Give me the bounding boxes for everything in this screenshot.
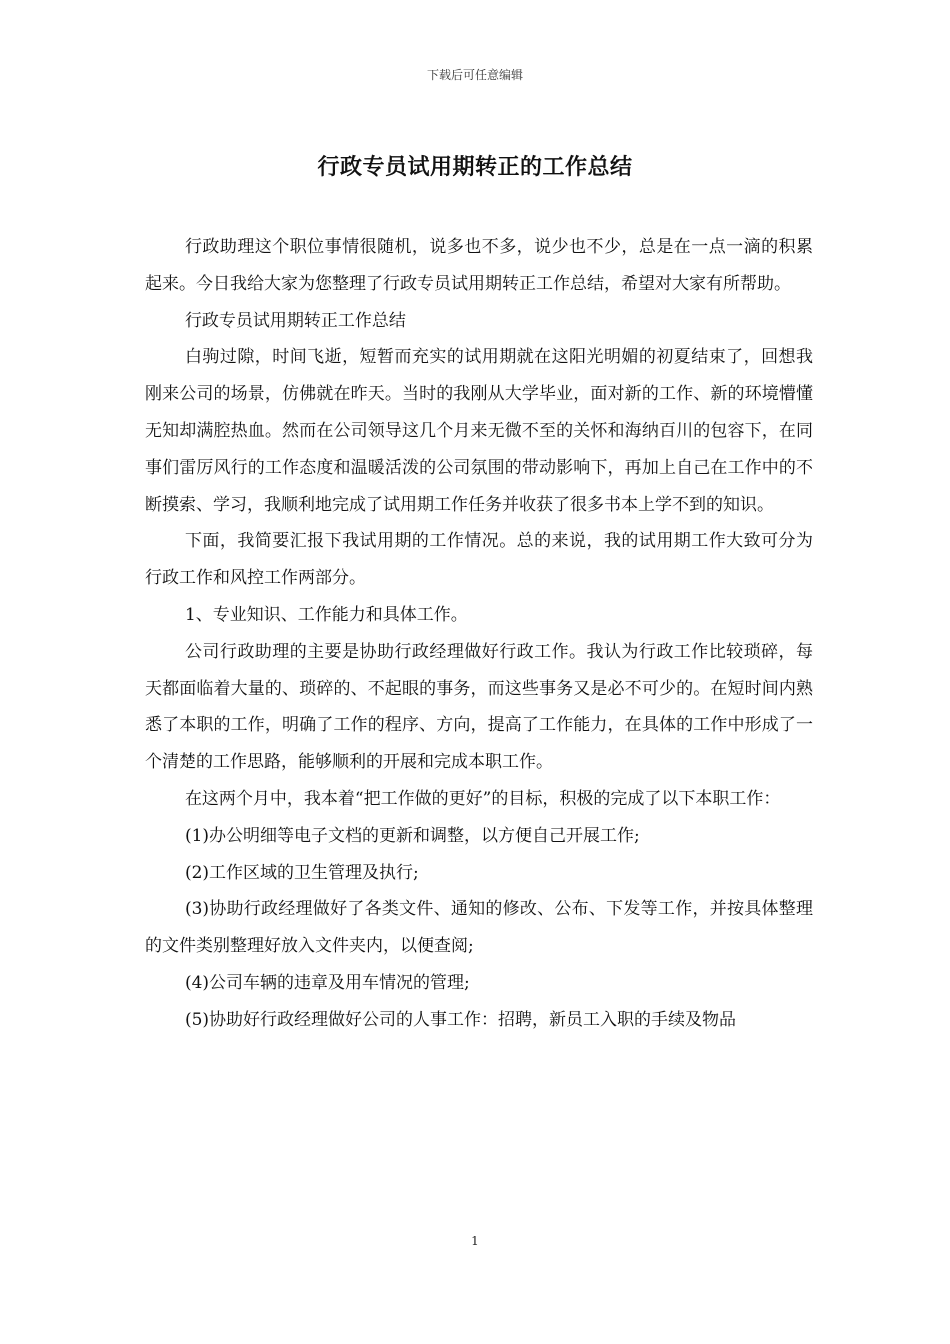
paragraph-overview: 下面，我简要汇报下我试用期的工作情况。总的来说，我的试用期工作大致可分为行政工作和风控工作两部分。 xyxy=(145,531,813,589)
page-number: 1 xyxy=(471,1234,479,1248)
paragraph-section-1-heading: 1、专业知识、工作能力和具体工作。 xyxy=(184,604,468,625)
list-item-2: (2)工作区域的卫生管理及执行; xyxy=(184,862,419,883)
document-title: 行政专员试用期转正的工作总结 xyxy=(317,155,633,180)
paragraph-intro: 行政助理这个职位事情很随机，说多也不多，说少也不少，总是在一点一滴的积累起来。今日我给大家为您整理了行政专员试用期转正工作总结，希望对大家有所帮助。 xyxy=(145,237,813,294)
list-item-3: (3)协助行政经理做好了各类文件、通知的修改、公布、下发等工作，并按具体整理的文件类别整理好放入文件夹内，以便查阅; xyxy=(145,899,813,957)
list-item-4: (4)公司车辆的违章及用车情况的管理; xyxy=(184,972,470,993)
list-item-5: (5)协助好行政经理做好公司的人事工作：招聘，新员工入职的手续及物品 xyxy=(184,1009,737,1030)
document-body xyxy=(145,229,813,1039)
header-note: 下载后可任意编辑 xyxy=(426,68,523,82)
list-item-1: (1)办公明细等电子文档的更新和调整，以方便自己开展工作; xyxy=(184,825,640,846)
paragraph-admin-duties: 公司行政助理的主要是协助行政经理做好行政工作。我认为行政工作比较琐碎，每天都面临着大量的、琐碎的、不起眼的事务，而这些事务又是必不可少的。在短时间内熟悉了本职的工作，明确了工作的程序、方向，提高了工作能力，在具体的工作中形成了一个清楚的工作思路，能够顺利的开展和完成本职工作。 xyxy=(145,641,813,773)
paragraph-opening: 白驹过隙，时间飞逝，短暂而充实的试用期就在这阳光明媚的初夏结束了，回想我刚来公司的场景，仿佛就在昨天。当时的我刚从大学毕业，面对新的工作、新的环境懵懂无知却满腔热血。然而在公司领导这几个月来无微不至的关怀和海纳百川的包容下，在同事们雷厉风行的工作态度和温暖活泼的公司氛围的带动影响下，再加上自己在工作中的不断摸索、学习，我顺利地完成了试用期工作任务并收获了很多书本上学不到的知识。 xyxy=(145,347,813,515)
paragraph-goal: 在这两个月中，我本着“把工作做的更好”的目标，积极的完成了以下本职工作： xyxy=(184,788,781,809)
paragraph-subtitle: 行政专员试用期转正工作总结 xyxy=(184,310,406,331)
